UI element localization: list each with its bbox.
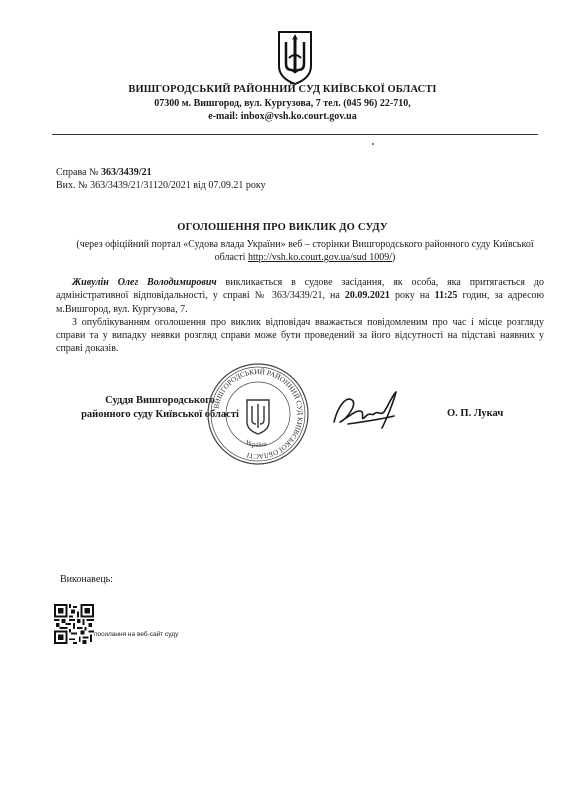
document-title: ОГОЛОШЕННЯ ПРО ВИКЛИК ДО СУДУ bbox=[177, 222, 388, 233]
trident-emblem-icon bbox=[275, 28, 315, 86]
signature bbox=[328, 386, 404, 432]
hearing-date: 20.09.2021 bbox=[344, 290, 390, 302]
portal-close: ) bbox=[392, 252, 396, 263]
court-email: e-mail: inbox@vsh.ko.court.gov.ua bbox=[208, 111, 357, 122]
stamp-trident-icon bbox=[247, 400, 269, 434]
summons-text-part: викликається в судове засідання, як особа, яка притягається до адміністративної відповідальності, у справі № 363/3439/21, на bbox=[56, 277, 544, 302]
court-address: 07300 м. Вишгород, вул. Кургузова, 7 тел. (045 96) 22-710, bbox=[154, 98, 411, 109]
person-name: Живулін Олег Володимирович bbox=[72, 277, 217, 288]
case-label: Справа № bbox=[56, 167, 102, 178]
notice-body bbox=[56, 276, 544, 356]
judge-title-line: Суддя Вишгородського bbox=[105, 395, 215, 406]
outgoing-number: Вих. № 363/3439/21/31120/2021 від 07.09.21 року bbox=[56, 180, 266, 191]
consequence-paragraph: З опублікуванням оголошення про виклик відповідач вважається повідомленим про час і місце розгляду справи та у випадку неявки розгляд справи може бути проведений за його відсутності на підставі наявних у справі доказів. bbox=[56, 316, 544, 355]
hearing-time: 11:25 bbox=[434, 290, 458, 302]
judge-name: О. П. Лукач bbox=[447, 408, 504, 419]
portal-text: (через офіційний портал «Судова влада України» веб – сторінки Вишгородського районного суду Київської області bbox=[76, 239, 534, 263]
qr-code-icon[interactable] bbox=[54, 604, 94, 644]
case-number-line bbox=[56, 167, 152, 178]
summons-text-part: годин, за адресою м.Вишгород, вул. Кургузова, 7. bbox=[56, 290, 544, 315]
judge-title-line: районного суду Київської області bbox=[81, 409, 239, 420]
case-number: 363/3439/21 bbox=[101, 167, 152, 178]
divider-mark bbox=[372, 143, 374, 145]
portal-link[interactable]: http://vsh.ko.court.gov.ua/sud 1009/ bbox=[247, 252, 393, 263]
executor-label: Виконавець: bbox=[60, 574, 113, 585]
stamp-bottom-text: Україна bbox=[243, 438, 268, 449]
summons-paragraph bbox=[56, 276, 544, 316]
qr-caption: посилання на веб-сайт суду bbox=[94, 631, 179, 638]
header-divider bbox=[52, 134, 538, 135]
stamp-text: ВИШГОРОДСЬКИЙ РАЙОННИЙ СУД КИЇВСЬКОЇ ОБЛАСТІ bbox=[212, 367, 305, 461]
portal-note bbox=[70, 238, 540, 264]
summons-text-part: року на bbox=[389, 290, 435, 302]
court-stamp bbox=[206, 362, 310, 466]
court-name: ВИШГОРОДСЬКИЙ РАЙОННИЙ СУД КИЇВСЬКОЇ ОБЛАСТІ bbox=[128, 84, 437, 95]
